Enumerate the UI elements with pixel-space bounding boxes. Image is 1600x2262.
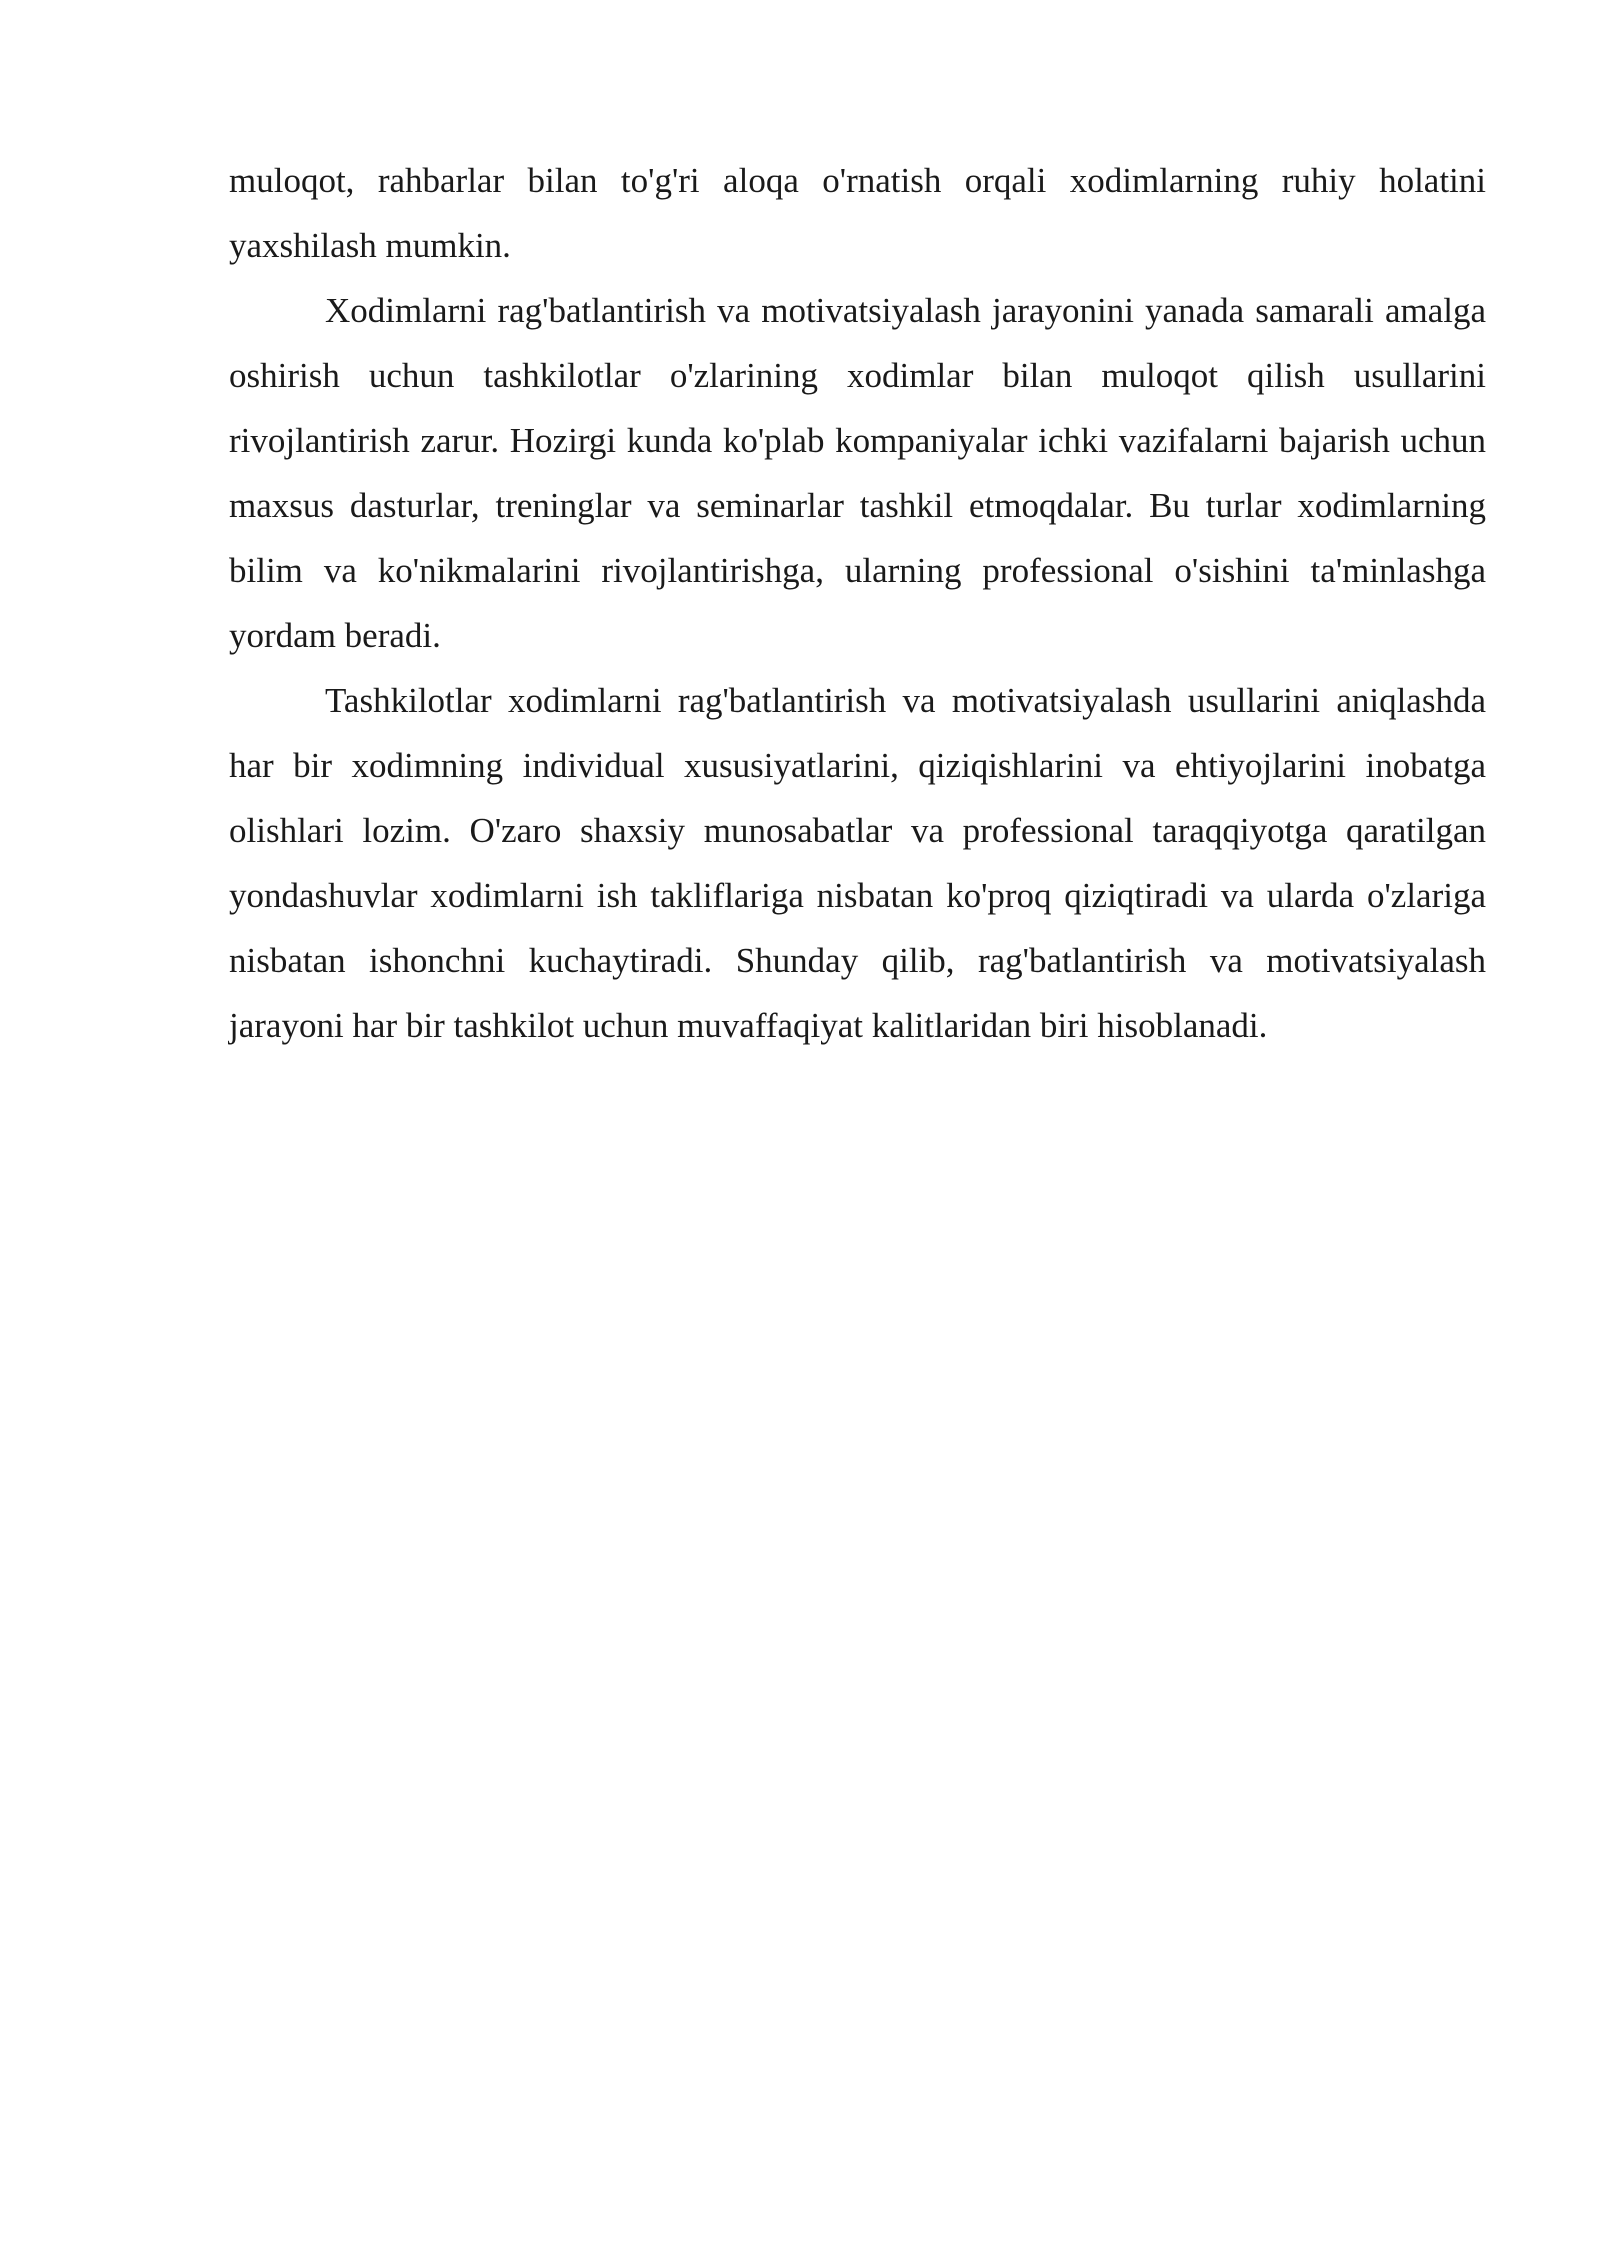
document-body (229, 148, 1486, 1058)
paragraph-communication-methods: Xodimlarni rag'batlantirish va motivatsiyalash jarayonini yanada samarali amalga oshirish uchun tashkilotlar o'zlarining xodimlar bilan muloqot qilish usullarini rivojlantirish zarur. Hozirgi kunda ko'plab kompaniyalar ichki vazifalarni bajarish uchun maxsus dasturlar, treninglar va seminarlar tashkil etmoqdalar. Bu turlar xodimlarning bilim va ko'nikmalarini rivojlantirishga, ularning professional o'sishini ta'minlashga yordam beradi. (229, 291, 1486, 655)
paragraph-individual-approach: Tashkilotlar xodimlarni rag'batlantirish va motivatsiyalash usullarini aniqlashda har bir xodimning individual xususiyatlarini, qiziqishlarini va ehtiyojlarini inobatga olishlari lozim. O'zaro shaxsiy munosabatlar va professional taraqqiyotga qaratilgan yondashuvlar xodimlarni ish takliflariga nisbatan ko'proq qiziqtiradi va ularda o'zlariga nisbatan ishonchni kuchaytiradi. Shunday qilib, rag'batlantirish va motivatsiyalash jarayoni har bir tashkilot uchun muvaffaqiyat kalitlaridan biri hisoblanadi. (229, 681, 1486, 1045)
paragraph-continuation: muloqot, rahbarlar bilan to'g'ri aloqa o'rnatish orqali xodimlarning ruhiy holatini yaxshilash mumkin. (229, 161, 1486, 265)
